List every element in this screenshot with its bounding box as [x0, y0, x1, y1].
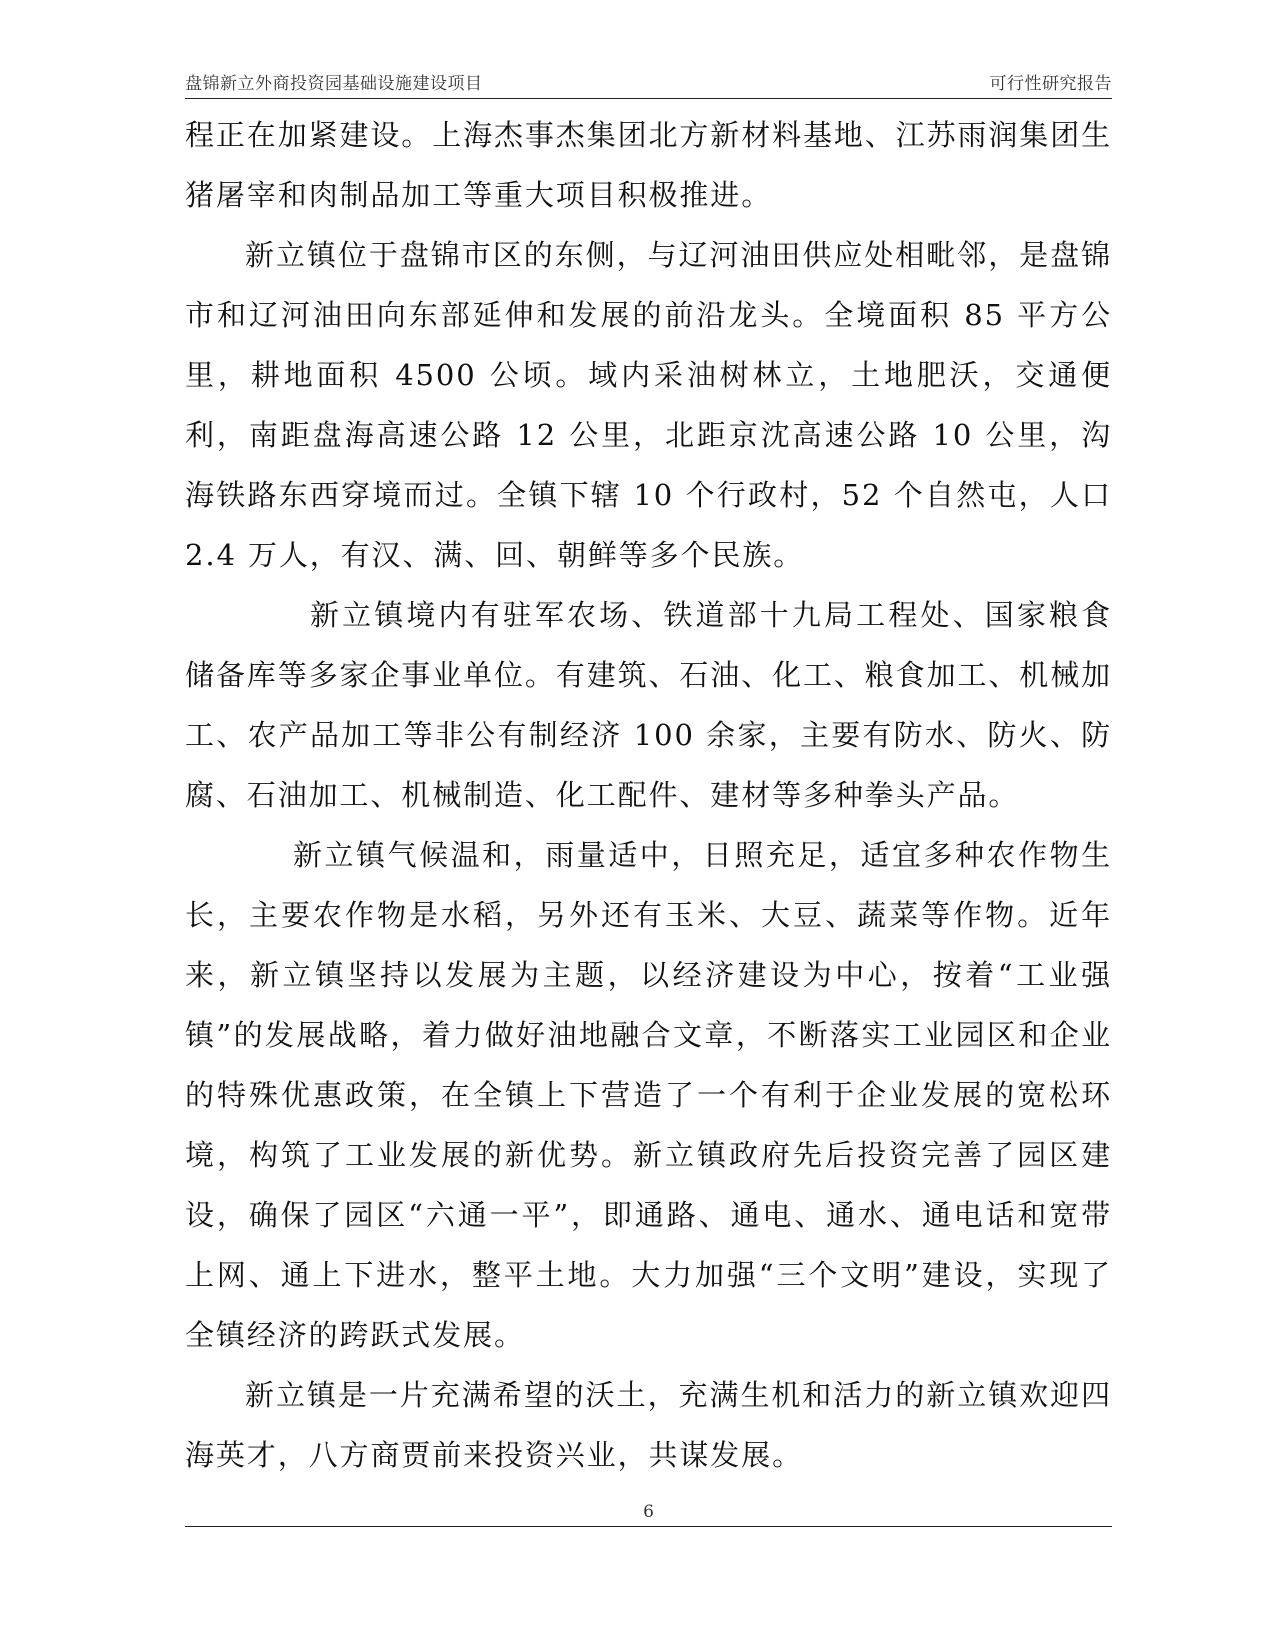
- paragraph-enterprises: 新立镇境内有驻军农场、铁道部十九局工程处、国家粮食储备库等多家企事业单位。有建筑、石油、化工、粮食加工、机械加工、农产品加工等非公有制经济 100 余家，主要有防水、防火、防腐、石油加工、机械制造、化工配件、建材等多种拳头产品。: [185, 598, 1113, 812]
- paragraph-invitation: 新立镇是一片充满希望的沃土，充满生机和活力的新立镇欢迎四海英才，八方商贾前来投资兴业，共谋发展。: [185, 1378, 1112, 1472]
- header-report-type: 可行性研究报告: [989, 74, 1112, 94]
- header-project-title: 盘锦新立外商投资园基础设施建设项目: [185, 74, 483, 94]
- page-footer: [185, 1502, 1112, 1527]
- document-body: [185, 105, 1112, 1485]
- paragraph-development: 新立镇气候温和，雨量适中，日照充足，适宜多种农作物生长，主要农作物是水稻，另外还有玉米、大豆、蔬菜等作物。近年来，新立镇坚持以发展为主题，以经济建设为中心，按着“工业强镇”的发展战略，着力做好油地融合文章，不断落实工业园区和企业的特殊优惠政策，在全镇上下营造了一个有利于企业发展的宽松环境，构筑了工业发展的新优势。新立镇政府先后投资完善了园区建设，确保了园区“六通一平”，即通路、通电、通水、通电话和宽带上网、通上下进水，整平土地。大力加强“三个文明”建设，实现了全镇经济的跨跃式发展。: [185, 838, 1112, 1352]
- page-header: [185, 74, 1112, 99]
- paragraph-continuation: 程正在加紧建设。上海杰事杰集团北方新材料基地、江苏雨润集团生猪屠宰和肉制品加工等重大项目积极推进。: [185, 118, 1113, 212]
- paragraph-town-overview: 新立镇位于盘锦市区的东侧，与辽河油田供应处相毗邻，是盘锦市和辽河油田向东部延伸和发展的前沿龙头。全境面积 85 平方公里，耕地面积 4500 公顷。域内采油树林立，土地肥沃，交通便利，南距盘海高速公路 12 公里，北距京沈高速公路 10 公里，沟海铁路东西穿境而过。全镇下辖 10 个行政村，52 个自然屯，人口 2.4 万人，有汉、满、回、朝鲜等多个民族。: [185, 238, 1112, 572]
- page-number: 6: [643, 1502, 654, 1522]
